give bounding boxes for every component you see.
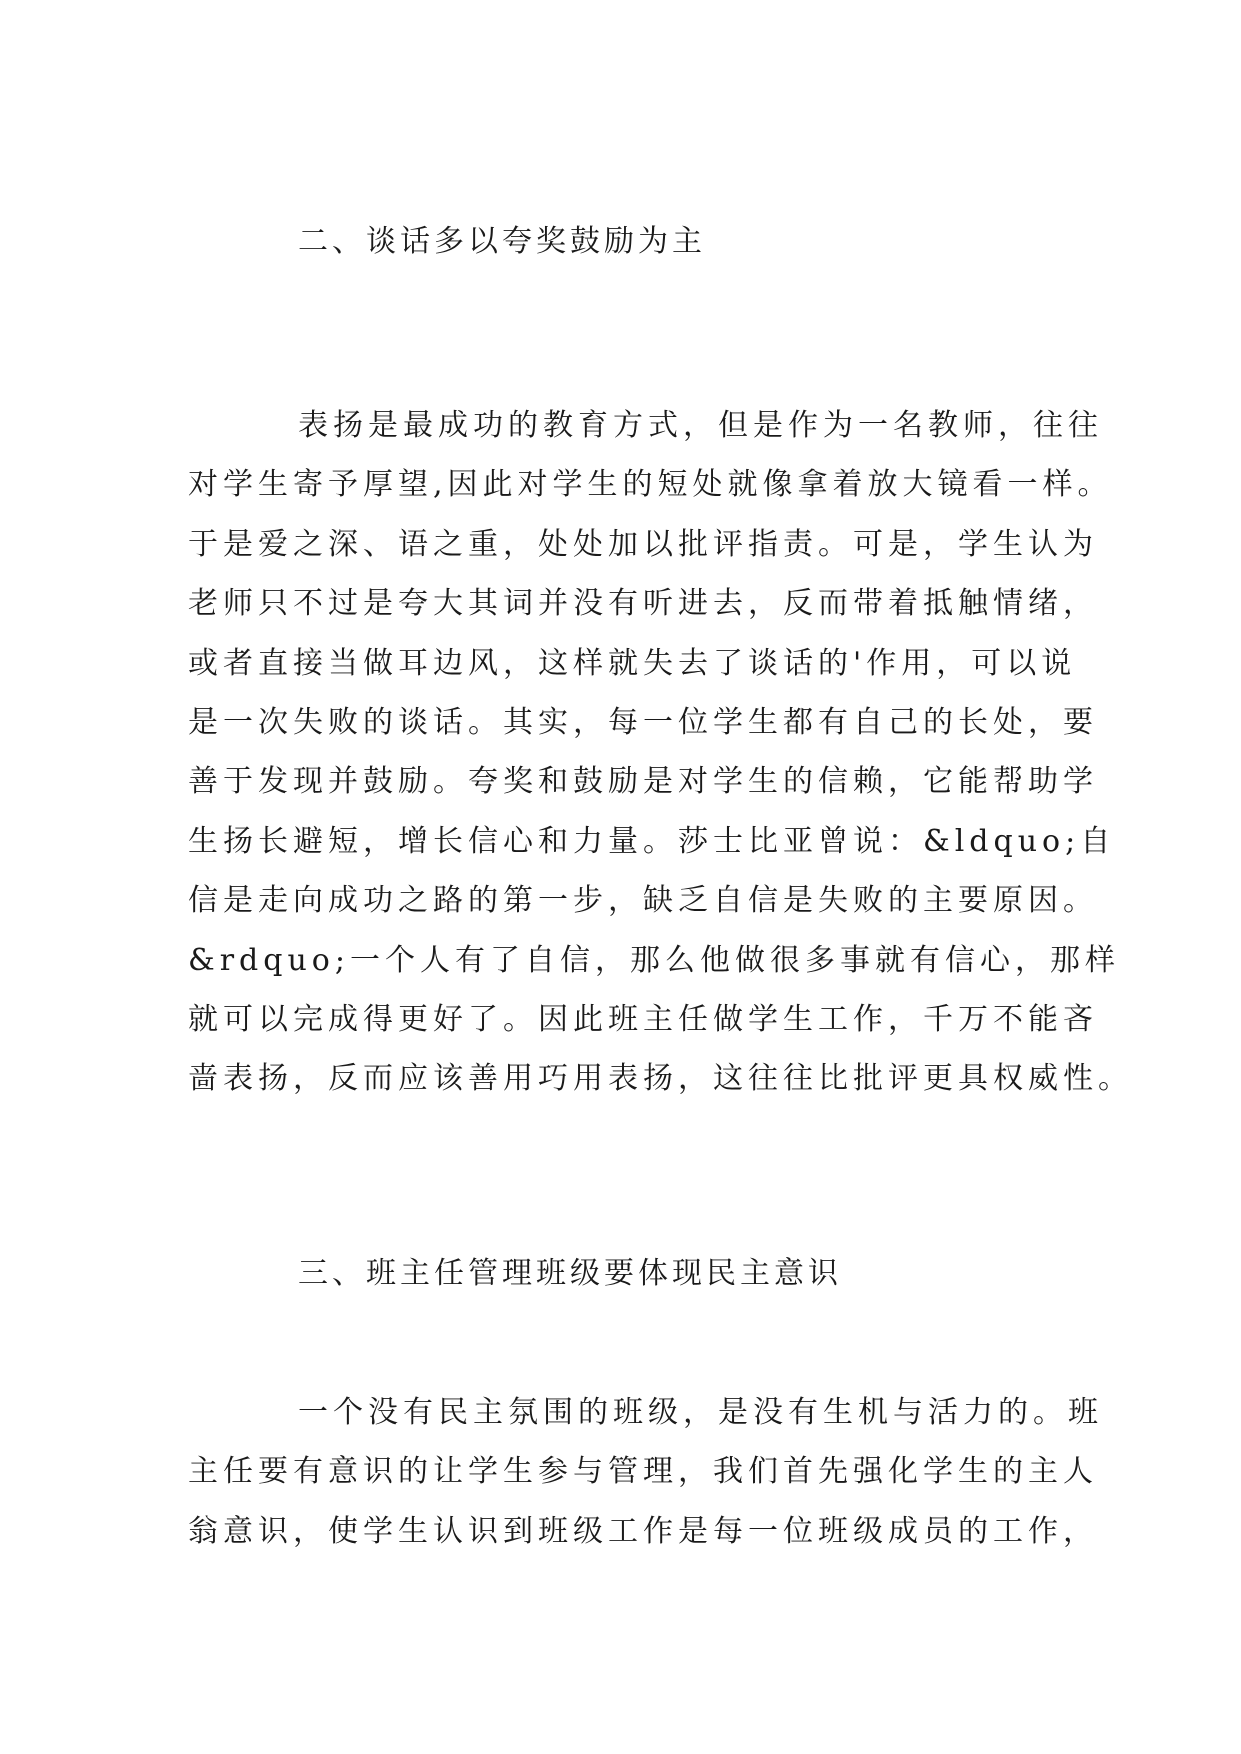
paragraph-line: 表扬是最成功的教育方式，但是作为一名教师，往往 (298, 408, 1103, 443)
paragraph-line: 啬表扬，反而应该善用巧用表扬，这往往比批评更具权威性。 (188, 1061, 1133, 1097)
paragraph-line: 是一次失败的谈话。其实，每一位学生都有自己的长处，要 (188, 704, 1098, 740)
paragraph-line: 一个没有民主氛围的班级，是没有生机与活力的。班 (298, 1395, 1103, 1430)
section-heading-2: 二、谈话多以夸奖鼓励为主 (298, 224, 706, 259)
paragraph-line: 信是走向成功之路的第一步，缺乏自信是失败的主要原因。 (188, 883, 1098, 919)
paragraph-democratic-management (188, 1383, 1103, 1561)
paragraph-line: 翁意识，使学生认识到班级工作是每一位班级成员的工作， (188, 1513, 1098, 1549)
paragraph-line: 主任要有意识的让学生参与管理，我们首先强化学生的主人 (188, 1454, 1098, 1490)
paragraph-line: 于是爱之深、语之重，处处加以批评指责。可是，学生认为 (188, 526, 1098, 562)
paragraph-line: 就可以完成得更好了。因此班主任做学生工作，千万不能吝 (188, 1001, 1098, 1037)
paragraph-line: 老师只不过是夸大其词并没有听进去，反而带着抵触情绪， (188, 586, 1098, 622)
paragraph-line: &rdquo;一个人有了自信，那么他做很多事就有信心，那样 (188, 942, 1120, 978)
paragraph-line: 生扬长避短，增长信心和力量。莎士比亚曾说：&ldquo;自 (188, 823, 1116, 859)
paragraph-line: 对学生寄予厚望,因此对学生的短处就像拿着放大镜看一样。 (188, 467, 1113, 503)
paragraph-line: 或者直接当做耳边风，这样就失去了谈话的'作用，可以说 (188, 645, 1077, 681)
paragraph-praise-encouragement (188, 396, 1133, 1109)
section-heading-3: 三、班主任管理班级要体现民主意识 (298, 1256, 842, 1291)
paragraph-line: 善于发现并鼓励。夸奖和鼓励是对学生的信赖，它能帮助学 (188, 764, 1098, 800)
